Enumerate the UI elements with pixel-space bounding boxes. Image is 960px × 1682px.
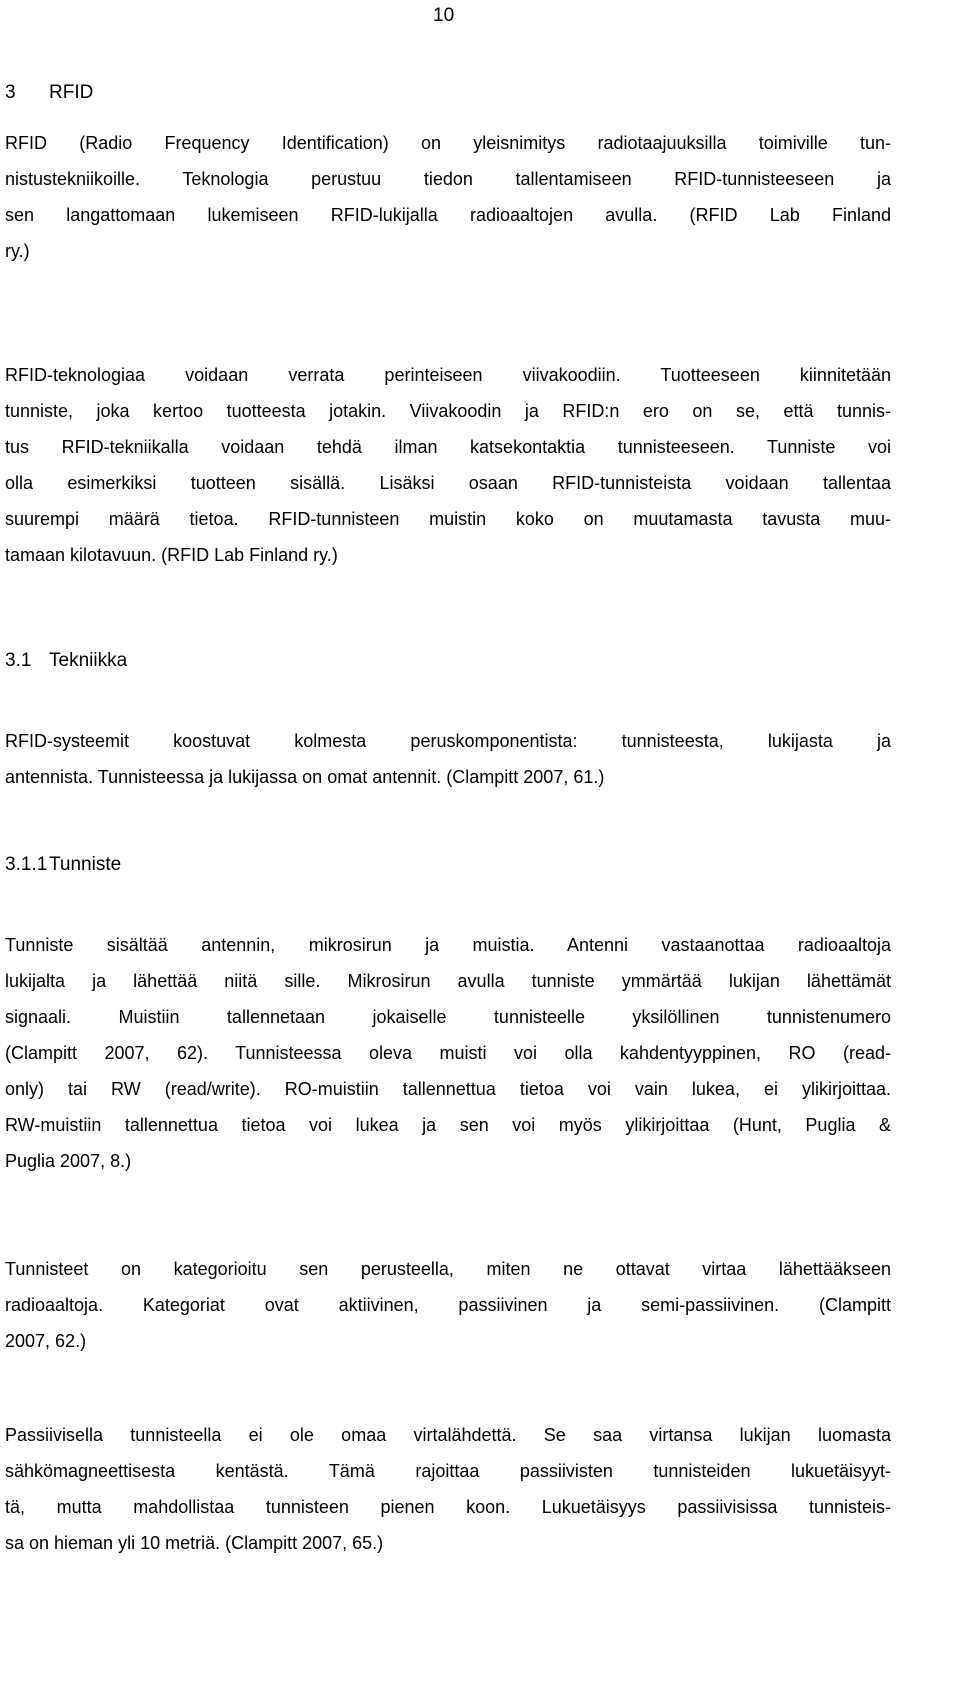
page-number: 10: [433, 5, 455, 26]
section-number: 3: [5, 82, 16, 103]
section-title: Tekniikka: [49, 650, 128, 671]
text-line: radioaaltoja. Kategoriat ovat aktiivinen, passiivinen ja semi-passiivinen. (Clampitt: [5, 1295, 891, 1315]
text-line: antennista. Tunnisteessa ja lukijassa on omat antennit. (Clampitt 2007, 61.): [5, 767, 605, 787]
paragraph-tekniikka: [5, 723, 891, 795]
text-line: tunniste, joka kertoo tuotteesta jotakin. Viivakoodin ja RFID:n ero on se, että tunnis-: [5, 401, 891, 421]
paragraph-rfid-barcode: [5, 357, 891, 573]
section-title: RFID: [49, 82, 94, 103]
text-line: only) tai RW (read/write). RO-muistiin tallennettua tietoa voi vain lukea, ei ylikirjoittaa.: [5, 1079, 891, 1099]
section-heading-tunniste: [5, 853, 121, 877]
section-number: 3.1.1: [5, 854, 48, 875]
text-line: ry.): [5, 241, 30, 261]
text-line: sa on hieman yli 10 metriä. (Clampitt 2007, 65.): [5, 1533, 384, 1553]
paragraph-passiivinen: [5, 1417, 891, 1561]
text-line: Puglia 2007, 8.): [5, 1151, 132, 1171]
paragraph-kategoriat: [5, 1251, 891, 1359]
section-heading-rfid: [5, 81, 93, 105]
text-line: lukijalta ja lähettää niitä sille. Mikrosirun avulla tunniste ymmärtää lukijan lähettämät: [5, 971, 891, 991]
text-line: sen langattomaan lukemiseen RFID-lukijalla radioaaltojen avulla. (RFID Lab Finland: [5, 205, 891, 225]
text-line: Passiivisella tunnisteella ei ole omaa virtalähdettä. Se saa virtansa lukijan luomasta: [5, 1425, 891, 1445]
text-line: tamaan kilotavuun. (RFID Lab Finland ry.): [5, 545, 338, 565]
text-line: nistustekniikoille. Teknologia perustuu tiedon tallentamiseen RFID-tunnisteeseen ja: [5, 169, 891, 189]
text-line: RW-muistiin tallennettua tietoa voi lukea ja sen voi myös ylikirjoittaa (Hunt, Puglia &: [5, 1115, 891, 1135]
text-line: Tunniste sisältää antennin, mikrosirun ja muistia. Antenni vastaanottaa radioaaltoja: [5, 935, 891, 955]
text-line: RFID-systeemit koostuvat kolmesta peruskomponentista: tunnisteesta, lukijasta ja: [5, 731, 891, 751]
paragraph-rfid-intro: [5, 125, 891, 269]
text-line: signaali. Muistiin tallennetaan jokaiselle tunnisteelle yksilöllinen tunnistenumero: [5, 1007, 891, 1027]
section-title: Tunniste: [49, 854, 122, 875]
text-line: (Clampitt 2007, 62). Tunnisteessa oleva muisti voi olla kahdentyyppinen, RO (read-: [5, 1043, 891, 1063]
text-line: 2007, 62.): [5, 1331, 87, 1351]
text-line: RFID-teknologiaa voidaan verrata perinteiseen viivakoodiin. Tuotteeseen kiinnitetään: [5, 365, 891, 385]
text-line: RFID (Radio Frequency Identification) on yleisnimitys radiotaajuuksilla toimiville tun-: [5, 133, 891, 153]
section-number: 3.1: [5, 650, 32, 671]
text-line: tä, mutta mahdollistaa tunnisteen pienen koon. Lukuetäisyys passiivisissa tunnisteis-: [5, 1497, 891, 1517]
text-line: sähkömagneettisesta kentästä. Tämä rajoittaa passiivisten tunnisteiden lukuetäisyyt-: [5, 1461, 891, 1481]
text-line: tus RFID-tekniikalla voidaan tehdä ilman katsekontaktia tunnisteeseen. Tunniste voi: [5, 437, 891, 457]
text-line: suurempi määrä tietoa. RFID-tunnisteen muistin koko on muutamasta tavusta muu-: [5, 509, 891, 529]
text-line: Tunnisteet on kategorioitu sen perusteella, miten ne ottavat virtaa lähettääkseen: [5, 1259, 891, 1279]
paragraph-tunniste: [5, 927, 891, 1179]
section-heading-tekniikka: [5, 649, 127, 673]
text-line: olla esimerkiksi tuotteen sisällä. Lisäksi osaan RFID-tunnisteista voidaan tallentaa: [5, 473, 891, 493]
